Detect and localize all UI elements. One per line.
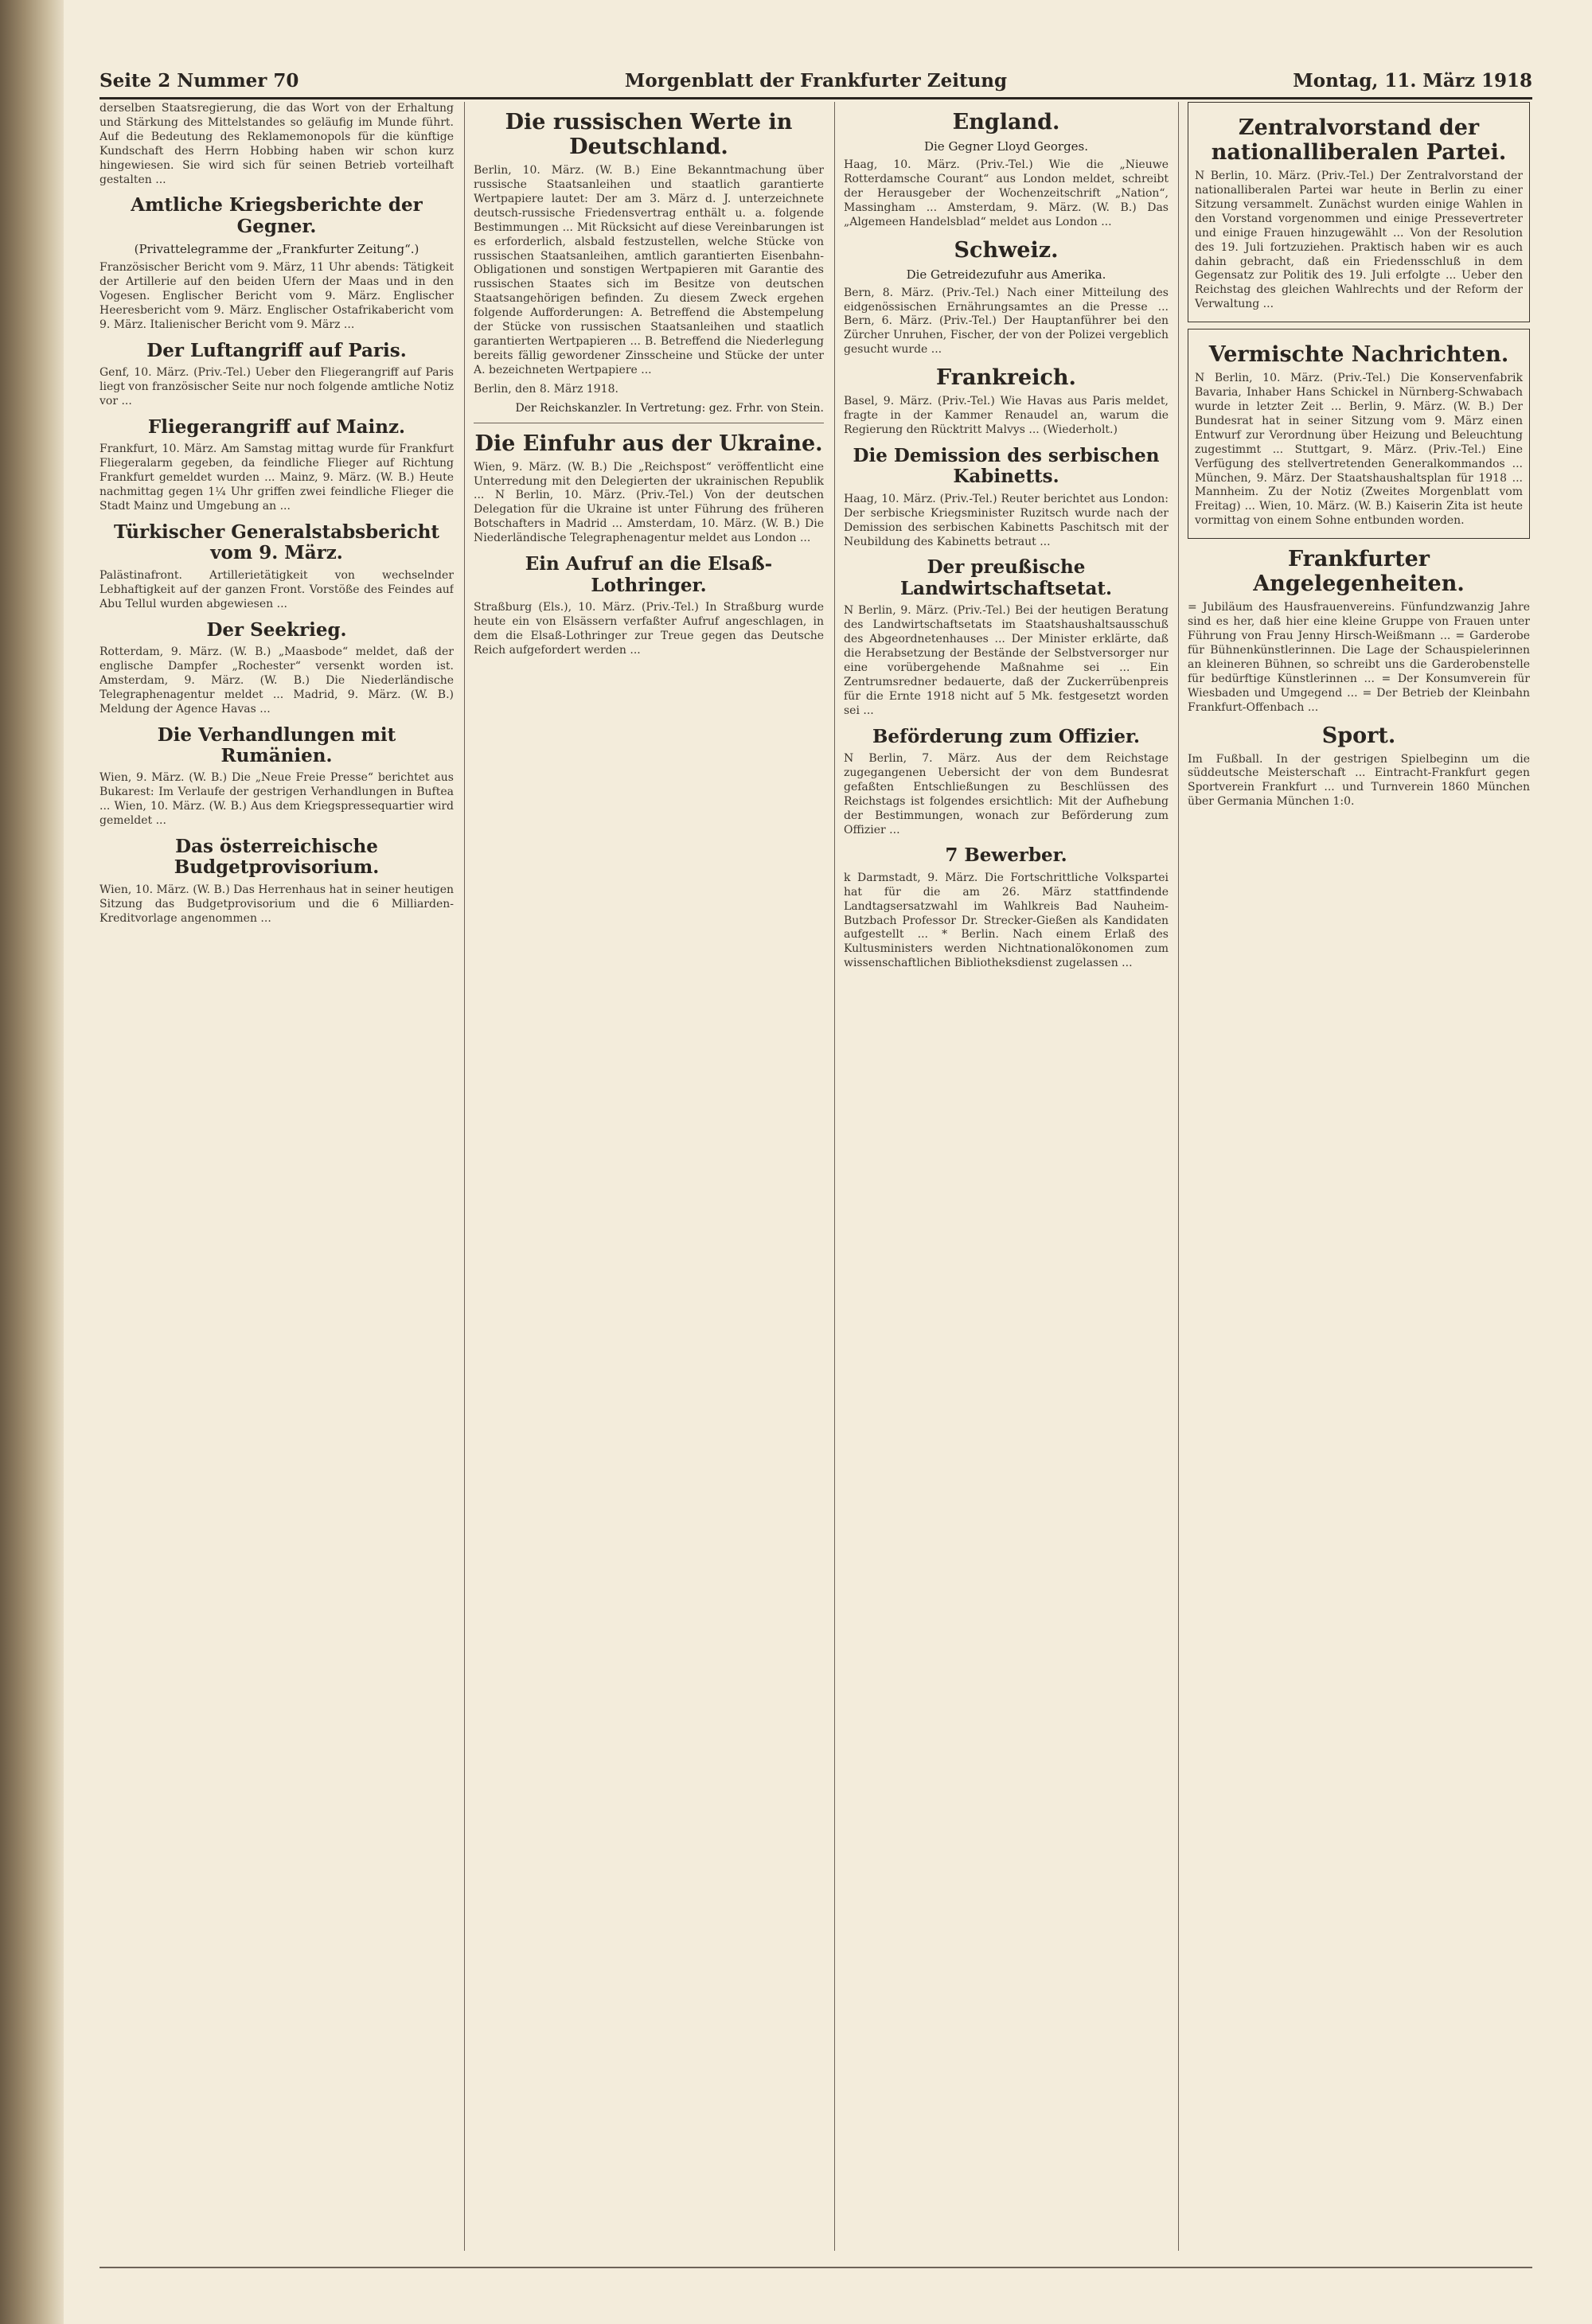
- article-body: Haag, 10. März. (Priv.-Tel.) Wie die „Nieuwe Rotterdamsche Courant“ aus London meldet, schreibt der Herausgeber der Wochenzeitschrift „Nation“, Massingham ... Amsterdam, 9. März. (W. B.) Das „Algemeen Handelsblad“ meldet aus London ...: [844, 158, 1169, 228]
- article-title: Türkischer Generalstabsbericht vom 9. März.: [113, 521, 440, 564]
- column-2: [474, 102, 824, 2251]
- article-body: Französischer Bericht vom 9. März, 11 Uhr abends: Tätigkeit der Artillerie auf den beiden Ufern der Maas und in den Vogesen. Englischer Bericht vom 9. März. Englischer Heeresbericht vom 9. März. Englischer Ostafrikabericht vom 9. März. Italienischer Bericht vom 9. März ...: [100, 261, 454, 331]
- article-body: N Berlin, 9. März. (Priv.-Tel.) Bei der heutigen Beratung des Landwirtschaftsetats im Staatshaushaltsausschuß des Abgeordnetenhauses ... Der Minister erklärte, daß die Herabsetzung der Bestände der Selbstversorger nur eine vorübergehende Maßnahme sei ... Ein Zentrumsredner bedauerte, daß der Zuckerrübenpreis für die Ernte 1918 nicht auf 5 Mk. festgesetzt worden sei ...: [844, 604, 1169, 717]
- article-title: Zentralvorstand der nationalliberalen Partei.: [1211, 115, 1507, 166]
- article-serbian-cabinet: [844, 446, 1169, 550]
- article-body: N Berlin, 10. März. (Priv.-Tel.) Der Zentralvorstand der nationalliberalen Partei war heute in Berlin zu einer Sitzung versammelt. Zunächst wurden einige Wahlen in den Vorstand vorgenommen und einige Pressevertreter und einige Frauen hinzugewählt ... Von der Resolution des 19. Juli fortzuziehen. Praktisch haben wir es auch dahin gebracht, daß ein Friedensschluß in dem Gegensatz zur Politik des 19. Juli erfolgte ... Ueber den Reichstag des gleichen Wahlrechts und der Reform der Verwaltung ...: [1195, 170, 1523, 311]
- article-body: Wien, 10. März. (W. B.) Das Herrenhaus hat in seiner heutigen Sitzung das Budgetprovisorium und die 6 Milliarden-Kreditvorlage angenommen ...: [100, 883, 454, 925]
- article-body: Bern, 8. März. (Priv.-Tel.) Nach einer Mitteilung des eidgenössischen Ernährungsamtes an die Presse ... Bern, 6. März. (Priv.-Tel.) Der Hauptanführer bei den Zürcher Unruhen, Fischer, der von der Polizei vergeblich gesucht wurde ...: [844, 286, 1169, 357]
- article-title: Frankfurter Angelegenheiten.: [1253, 547, 1465, 597]
- article-england: [844, 110, 1169, 230]
- column-rule: [1178, 102, 1179, 2251]
- article-body: N Berlin, 10. März. (Priv.-Tel.) Die Konservenfabrik Bavaria, Inhaber Hans Schickel in Nürnberg-Schwabach wurde in letzter Zeit ... Berlin, 9. März. (W. B.) Der Bundesrat hat in seiner Sitzung vom 9. März einen Entwurf zur Verordnung über Heizung und Beleuchtung zugestimmt ... Stuttgart, 9. März. (Priv.-Tel.) Eine Verfügung des stellvertretenden Generalkommandos ... München, 9. März. Der Staatshaushaltsplan für 1918 ... Mannheim. Zu der Notiz (Zweites Morgenblatt vom Freitag) ... Wien, 10. März. (W. B.) Kaiserin Zita ist heute vormittag von einem Sohne entbunden worden.: [1195, 372, 1523, 528]
- article-miscellaneous-news: [1188, 329, 1530, 539]
- article-title: Der preußische Landwirtschaftsetat.: [900, 556, 1112, 599]
- masthead: Morgenblatt der Frankfurter Zeitung: [624, 70, 1008, 92]
- article-romania-negotiations: [100, 725, 454, 829]
- article-prussian-agriculture: [844, 557, 1169, 718]
- article-title: Beförderung zum Offizier.: [872, 725, 1140, 747]
- column-4: [1188, 102, 1530, 2251]
- article-body: Palästinafront. Artillerietätigkeit von wechselnder Lebhaftigkeit auf der ganzen Front. Vorstöße des Feindes auf Abu Tellul wurden abgewiesen ...: [100, 568, 454, 610]
- article-switzerland: [844, 238, 1169, 358]
- article-body: = Jubiläum des Hausfrauenvereins. Fünfundzwanzig Jahre sind es her, daß hier eine kleine Gruppe von Frauen unter Führung von Frau Jenny Hirsch-Weißmann ... = Garderobe für Bühnenkünstlerinnen. Die Lage der Schauspielerinnen an kleineren Bühnen, so schreibt uns die Garderobenstelle für bedürftige Künstlerinnen ... = Der Konsumverein für Wiesbaden und Umgegend ... = Der Betrieb der Kleinbahn Frankfurt-Offenbach ...: [1188, 601, 1530, 714]
- article-title: England.: [952, 110, 1060, 135]
- column-rule: [464, 102, 465, 2251]
- header-rule: [100, 97, 1532, 99]
- article-title: Fliegerangriff auf Mainz.: [147, 416, 406, 438]
- article-title: Die Verhandlungen mit Rumänien.: [157, 723, 396, 766]
- article-subtitle: (Privattelegramme der „Frankfurter Zeitung“.): [134, 242, 419, 257]
- article-body: Rotterdam, 9. März. (W. B.) „Maasbode“ meldet, daß der englische Dampfer „Rochester“ versenkt worden ist. Amsterdam, 9. März. (W. B.) Die Niederländische Telegraphenagentur meldet ... Madrid, 9. März. (W. B.) Meldung der Agence Havas ...: [100, 645, 454, 716]
- article-seven-candidates: [844, 845, 1169, 971]
- article-war-reports: [100, 195, 454, 332]
- article-body: Berlin, 10. März. (W. B.) Eine Bekanntmachung über russische Staatsanleihen und staatlich garantierte Wertpapiere lautet: Der am 3. März d. J. unterzeichnete deutsch-russische Friedensvertrag enthält u. a. folgende Bestimmungen ... Mit Rücksicht auf diese Vereinbarungen ist es erforderlich, alsbald festzustellen, welche Stücke von russischen Staatsanleihen, amtlich garantierten Eisenbahn-Obligationen und sonstigen Wertpapieren mit Garantie des russischen Staates sich im Besitze von deutschen Staatsangehörigen befinden. Zu diesem Zweck ergehen folgende Aufforderungen: A. Betreffend die Abstempelung der Stücke von russischen Staatsanleihen und staatlich garantierten Wertpapieren ... B. Betreffend die Niederlegung bereits fällig gewordener Zinsscheine und Stücke der unter A. bezeichneten Wertpapiere ...: [474, 164, 824, 376]
- article-body: k Darmstadt, 9. März. Die Fortschrittliche Volkspartei hat für die am 26. März stattfindende Landtagsersatzwahl im Wahlkreis Bad Nauheim-Butzbach Professor Dr. Strecker-Gießen als Kandidaten aufgestellt ... * Berlin. Nach einem Erlaß des Kultusministers werden Nichtnationalökonomen zum wissenschaftlichen Bibliotheksdienst zugelassen ...: [844, 871, 1169, 970]
- article-body: Frankfurt, 10. März. Am Samstag mittag wurde für Frankfurt Fliegeralarm gegeben, da feindliche Flieger auf Richtung Frankfurt gemeldet wurden ... Mainz, 9. März. (W. B.) Heute nachmittag gegen 1¼ Uhr griffen zwei feindliche Flieger die Stadt Mainz und Umgebung an ...: [100, 443, 454, 513]
- article-frankfurt-affairs: [1188, 547, 1530, 715]
- column-rule: [834, 102, 835, 2251]
- column-1: [100, 102, 454, 2251]
- signature: Der Reichskanzler. In Vertretung: gez. Frhr. von Stein.: [515, 401, 824, 415]
- article-subtitle: Die Gegner Lloyd Georges.: [923, 139, 1089, 154]
- article-body: Haag, 10. März. (Priv.-Tel.) Reuter berichtet aus London: Der serbische Kriegsminister Ruzitsch wurde nach der Demission des serbischen Kabinetts Paschitsch mit der Neubildung des Kabinetts betraut ...: [844, 492, 1169, 548]
- article-body: Im Fußball. In der gestrigen Spielbeginn um die süddeutsche Meisterschaft ... Eintracht-Frankfurt gegen Sportverein Frankfurt ... und Turnverein 1860 München über Germania München 1:0.: [1188, 752, 1530, 809]
- article-title: Der Seekrieg.: [206, 618, 347, 641]
- footer-rule: [100, 2267, 1532, 2268]
- article-air-raid-paris: [100, 341, 454, 409]
- article-subtitle: Die Getreidezufuhr aus Amerika.: [906, 267, 1106, 282]
- article-air-raid-mainz: [100, 417, 454, 514]
- article-officer-promotion: [844, 727, 1169, 838]
- article-sport: [1188, 723, 1530, 810]
- column-3: [844, 102, 1169, 2251]
- article-body: Straßburg (Els.), 10. März. (Priv.-Tel.) In Straßburg wurde heute ein von Elsässern verfaßter Aufruf angeschlagen, in dem die Elsaß-Lothringer zur Treue gegen das Deutsche Reich aufgefordert werden ...: [474, 600, 824, 657]
- article-title: Amtliche Kriegsberichte der Gegner.: [131, 194, 423, 237]
- lead-paragraph: derselben Staatsregierung, die das Wort von der Erhaltung und Stärkung des Mittelstandes so geläufig im Munde führt. Auf die Bedeutung des Reklamemonopols für die künftige Kundschaft des Herrn Hobbing haben wir schon kurz hingewiesen. Sie wird sich für seinen Betrieb vorteilhaft gestalten ...: [100, 102, 454, 186]
- article-title: Vermischte Nachrichten.: [1208, 342, 1509, 368]
- article-ukraine-imports: [474, 431, 824, 546]
- article-naval-war: [100, 620, 454, 717]
- article-title: Die Demission des serbischen Kabinetts.: [853, 444, 1160, 488]
- page-number: Seite 2 Nummer 70: [100, 70, 299, 92]
- article-title: Das österreichische Budgetprovisorium.: [174, 836, 380, 879]
- article-body: Wien, 9. März. (W. B.) Die „Neue Freie Presse“ berichtet aus Bukarest: Im Verlaufe der gestrigen Verhandlungen in Buftea ... Wien, 10. März. (W. B.) Aus dem Kriegspressequartier wird gemeldet ...: [100, 771, 454, 828]
- article-title: Ein Aufruf an die Elsaß-Lothringer.: [525, 553, 773, 596]
- article-title: Schweiz.: [954, 237, 1059, 263]
- article-title: Die Einfuhr aus der Ukraine.: [474, 431, 823, 456]
- article-body: Basel, 9. März. (Priv.-Tel.) Wie Havas aus Paris meldet, fragte in der Kammer Renaudel an, warum die Regierung den Rücktritt Malvys ... (Wiederholt.): [844, 395, 1169, 437]
- article-title: Sport.: [1321, 723, 1396, 748]
- article-alsace-appeal: [474, 554, 824, 658]
- article-title: 7 Bewerber.: [945, 844, 1067, 867]
- binding-gutter: [0, 0, 64, 2324]
- article-russian-securities: [474, 110, 824, 415]
- article-body: Wien, 9. März. (W. B.) Die „Reichspost“ veröffentlicht eine Unterredung mit den Delegierten der ukrainischen Republik ... N Berlin, 10. März. (Priv.-Tel.) Von der deutschen Delegation für die Ukraine ist unter Führung des früheren Botschafters in Madrid ... Amsterdam, 10. März. (W. B.) Die Niederländische Telegraphenagentur meldet aus London ...: [474, 460, 824, 545]
- article-title: Die russischen Werte in Deutschland.: [505, 110, 793, 160]
- article-body: Genf, 10. März. (Priv.-Tel.) Ueber den Fliegerangriff auf Paris liegt von französischer Seite nur noch folgende amtliche Notiz vor ...: [100, 366, 454, 408]
- article-title: Frankreich.: [936, 365, 1076, 391]
- article-national-liberals: [1188, 102, 1530, 322]
- article-title: Der Luftangriff auf Paris.: [146, 339, 407, 361]
- issue-date: Montag, 11. März 1918: [1293, 70, 1532, 92]
- article-france: [844, 365, 1169, 438]
- article-turkish-report: [100, 522, 454, 612]
- article-austrian-budget: [100, 836, 454, 926]
- dateline: Berlin, den 8. März 1918.: [474, 382, 618, 396]
- article-body: N Berlin, 7. März. Aus der dem Reichstage zugegangenen Uebersicht der von dem Bundesrat gefaßten Entschließungen zu Beschlüssen des Reichstags ist folgendes ersichtlich: Mit der Aufhebung der Bestimmungen, wonach zur Beförderung zum Offizier ...: [844, 751, 1169, 836]
